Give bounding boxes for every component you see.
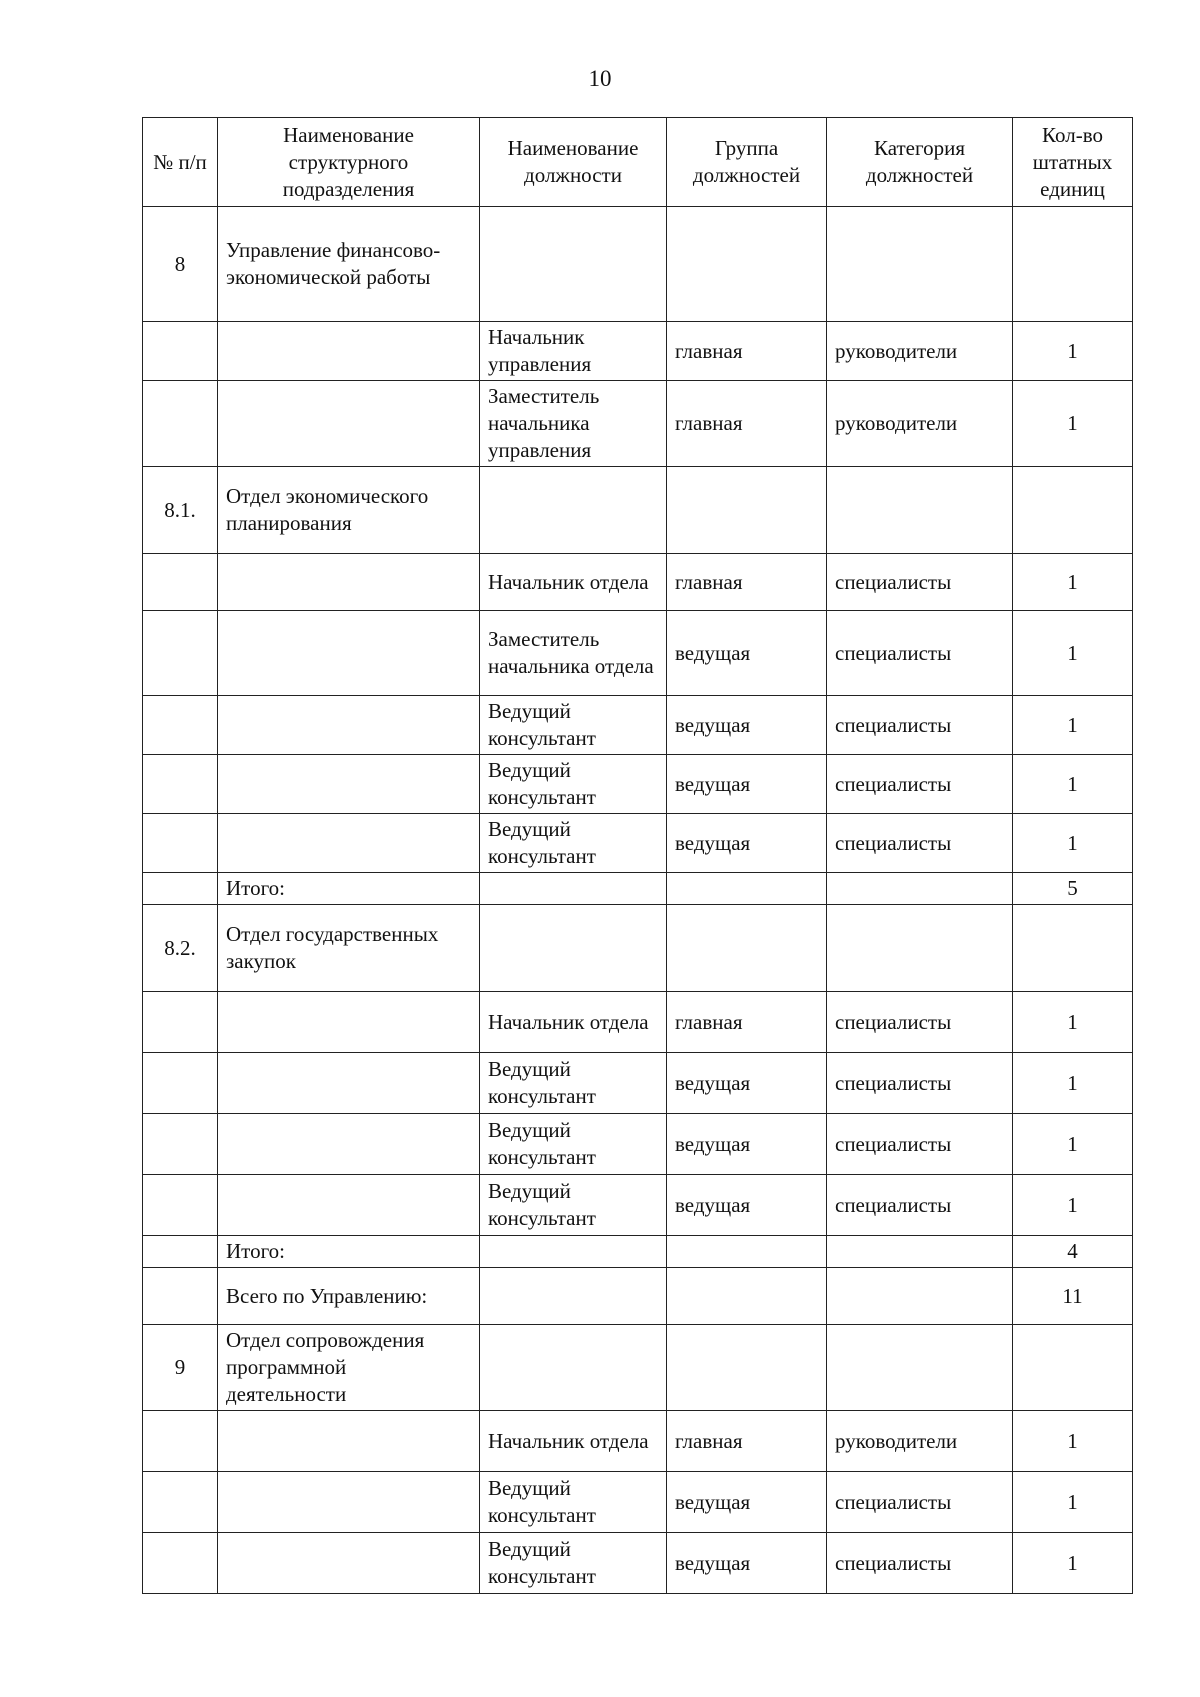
cell-unit [218,1114,480,1175]
total-row [143,1268,1133,1325]
cell-num [143,755,218,814]
cell-group [667,1236,827,1268]
cell-group [667,873,827,905]
cell-count [1013,905,1133,992]
cell-count [1013,1325,1133,1411]
cell-position: Ведущий консультант [480,1114,667,1175]
cell-position: Ведущий консультант [480,1533,667,1594]
cell-category: специалисты [827,1533,1013,1594]
cell-group: главная [667,1411,827,1472]
cell-position [480,467,667,554]
cell-count [1013,207,1133,322]
table-row [143,554,1133,611]
cell-count: 1 [1013,381,1133,467]
table-row [143,1411,1133,1472]
cell-num [143,1236,218,1268]
cell-position [480,207,667,322]
cell-position: Ведущий консультант [480,755,667,814]
cell-group: ведущая [667,1533,827,1594]
cell-unit [218,611,480,696]
cell-category [827,1268,1013,1325]
cell-group: главная [667,322,827,381]
cell-num [143,1472,218,1533]
cell-num [143,1053,218,1114]
cell-unit [218,1175,480,1236]
cell-count: 5 [1013,873,1133,905]
cell-unit [218,381,480,467]
table-row [143,905,1133,992]
table-row [143,1472,1133,1533]
cell-count: 1 [1013,814,1133,873]
cell-count: 1 [1013,696,1133,755]
table-row [143,814,1133,873]
cell-group [667,1325,827,1411]
table-header-row [143,118,1133,207]
cell-category: специалисты [827,696,1013,755]
header-position: Наименование должности [480,118,667,207]
cell-group: главная [667,381,827,467]
cell-num [143,1411,218,1472]
cell-num [143,554,218,611]
table-row [143,207,1133,322]
cell-group [667,1268,827,1325]
cell-num: 8 [143,207,218,322]
cell-num: 8.1. [143,467,218,554]
cell-unit: Всего по Управлению: [218,1268,480,1325]
cell-count: 1 [1013,992,1133,1053]
cell-category [827,873,1013,905]
cell-category: руководители [827,1411,1013,1472]
cell-category: специалисты [827,1175,1013,1236]
cell-category [827,905,1013,992]
header-category: Категория должностей [827,118,1013,207]
cell-position [480,905,667,992]
table-row [143,1533,1133,1594]
cell-unit [218,696,480,755]
cell-unit: Управление финансово-экономической работы [218,207,480,322]
cell-unit [218,992,480,1053]
cell-count: 1 [1013,322,1133,381]
cell-category: руководители [827,381,1013,467]
cell-group: ведущая [667,1472,827,1533]
cell-num [143,322,218,381]
cell-count: 1 [1013,554,1133,611]
cell-count: 1 [1013,1533,1133,1594]
cell-num [143,1533,218,1594]
header-group: Группа должностей [667,118,827,207]
cell-unit [218,755,480,814]
cell-position: Ведущий консультант [480,1175,667,1236]
cell-position: Начальник отдела [480,554,667,611]
cell-count [1013,467,1133,554]
cell-num [143,1268,218,1325]
cell-position: Ведущий консультант [480,1472,667,1533]
cell-category: специалисты [827,992,1013,1053]
cell-unit [218,554,480,611]
cell-count: 1 [1013,1175,1133,1236]
cell-category [827,467,1013,554]
cell-category: руководители [827,322,1013,381]
table-row [143,322,1133,381]
cell-num [143,1175,218,1236]
cell-num [143,814,218,873]
table-row [143,755,1133,814]
cell-position: Ведущий консультант [480,696,667,755]
cell-unit [218,1053,480,1114]
cell-unit: Отдел государственных закупок [218,905,480,992]
table-row [143,611,1133,696]
cell-group [667,905,827,992]
cell-num [143,381,218,467]
cell-group: ведущая [667,814,827,873]
cell-unit [218,1411,480,1472]
cell-count: 11 [1013,1268,1133,1325]
subtotal-row [143,873,1133,905]
cell-unit: Итого: [218,1236,480,1268]
header-unit: Наименование структурного подразделения [218,118,480,207]
cell-count: 4 [1013,1236,1133,1268]
cell-group: главная [667,554,827,611]
cell-unit: Отдел сопровождения программной деятельности [218,1325,480,1411]
cell-category: специалисты [827,1053,1013,1114]
table-row [143,1175,1133,1236]
cell-unit [218,814,480,873]
cell-category [827,1236,1013,1268]
cell-count: 1 [1013,611,1133,696]
cell-group [667,467,827,554]
cell-position [480,873,667,905]
cell-unit [218,322,480,381]
cell-group [667,207,827,322]
cell-position: Начальник отдела [480,992,667,1053]
subtotal-row [143,1236,1133,1268]
cell-group: ведущая [667,1175,827,1236]
table-row [143,1325,1133,1411]
staffing-table [142,117,1133,1594]
page-number: 10 [588,66,612,91]
cell-position [480,1268,667,1325]
table-row [143,992,1133,1053]
cell-count: 1 [1013,1053,1133,1114]
cell-position: Заместитель начальника управления [480,381,667,467]
cell-position [480,1236,667,1268]
cell-num: 9 [143,1325,218,1411]
cell-num [143,873,218,905]
table-row [143,1053,1133,1114]
header-num: № п/п [143,118,218,207]
cell-count: 1 [1013,1472,1133,1533]
table-row [143,467,1133,554]
cell-category: специалисты [827,814,1013,873]
cell-group: ведущая [667,1114,827,1175]
cell-group: главная [667,992,827,1053]
table-row [143,381,1133,467]
cell-count: 1 [1013,755,1133,814]
cell-count: 1 [1013,1411,1133,1472]
table-row [143,1114,1133,1175]
cell-category [827,1325,1013,1411]
cell-position: Ведущий консультант [480,814,667,873]
cell-num: 8.2. [143,905,218,992]
cell-num [143,696,218,755]
cell-position: Начальник отдела [480,1411,667,1472]
cell-unit [218,1533,480,1594]
cell-position: Заместитель начальника отдела [480,611,667,696]
cell-unit: Итого: [218,873,480,905]
cell-category: специалисты [827,1114,1013,1175]
table-row [143,696,1133,755]
cell-unit [218,1472,480,1533]
cell-group: ведущая [667,1053,827,1114]
cell-category: специалисты [827,611,1013,696]
cell-num [143,1114,218,1175]
cell-category: специалисты [827,554,1013,611]
cell-position: Ведущий консультант [480,1053,667,1114]
cell-position [480,1325,667,1411]
cell-group: ведущая [667,755,827,814]
cell-num [143,611,218,696]
cell-num [143,992,218,1053]
cell-position: Начальник управления [480,322,667,381]
cell-count: 1 [1013,1114,1133,1175]
cell-category [827,207,1013,322]
header-count: Кол-во штатных единиц [1013,118,1133,207]
cell-unit: Отдел экономического планирования [218,467,480,554]
cell-category: специалисты [827,1472,1013,1533]
cell-category: специалисты [827,755,1013,814]
cell-group: ведущая [667,611,827,696]
cell-group: ведущая [667,696,827,755]
